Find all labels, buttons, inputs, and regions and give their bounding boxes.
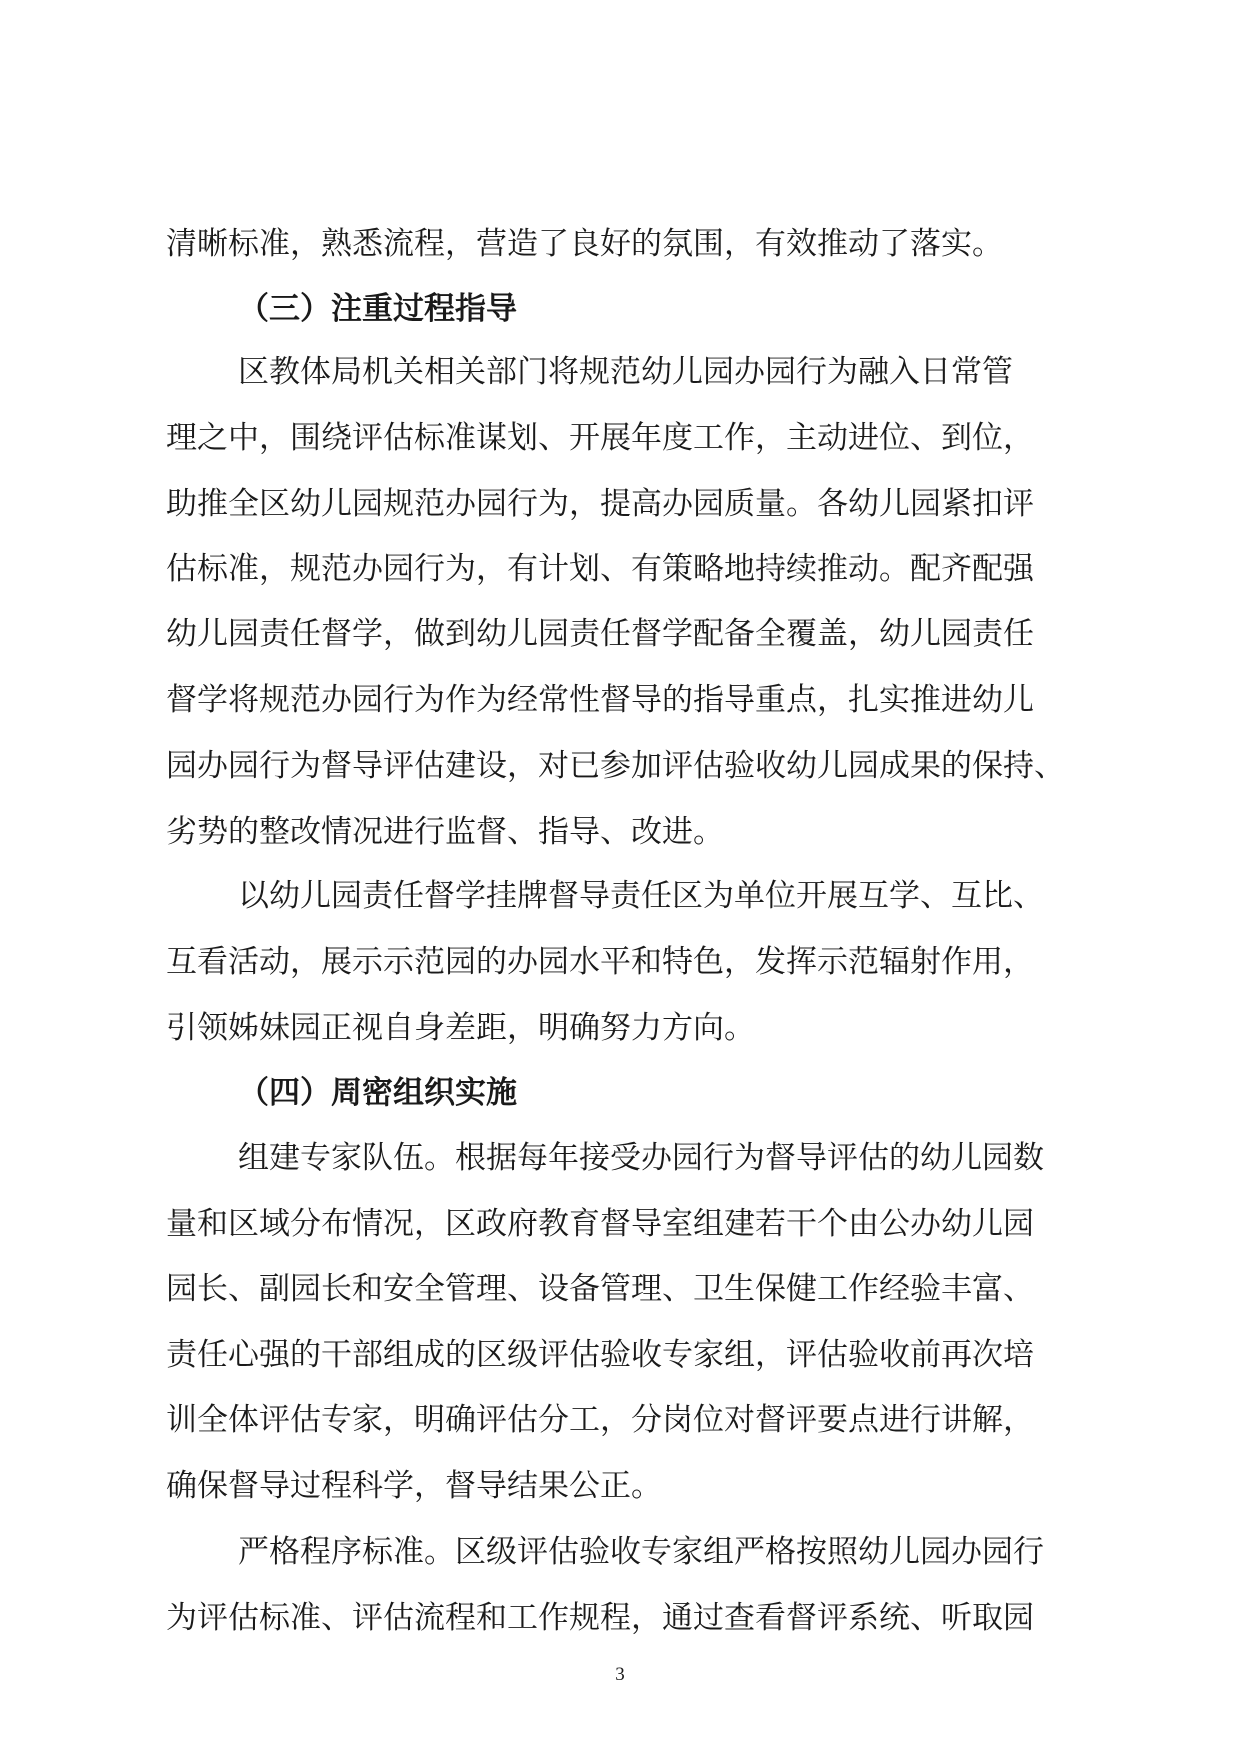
body-line: 劣势的整改情况进行监督、指导、改进。 [166,814,724,850]
body-line: 为评估标准、评估流程和工作规程，通过查看督评系统、听取园 [166,1600,1034,1636]
body-line: 训全体评估专家，明确评估分工，分岗位对督评要点进行讲解， [166,1402,1034,1438]
page-number: 3 [615,1664,625,1685]
body-line: 园长、副园长和安全管理、设备管理、卫生保健工作经验丰富、 [166,1271,1034,1307]
body-line: 区教体局机关相关部门将规范幼儿园办园行为融入日常管 [238,354,1013,390]
body-line: 严格程序标准。区级评估验收专家组严格按照幼儿园办园行 [238,1534,1044,1570]
body-line: 估标准，规范办园行为，有计划、有策略地持续推动。配齐配强 [166,551,1034,587]
body-line: 助推全区幼儿园规范办园行为，提高办园质量。各幼儿园紧扣评 [166,486,1034,522]
body-line: 清晰标准，熟悉流程，营造了良好的氛围，有效推动了落实。 [166,226,1003,262]
body-line: 责任心强的干部组成的区级评估验收专家组，评估验收前再次培 [166,1337,1034,1373]
section-heading-4: （四）周密组织实施 [238,1075,517,1111]
section-heading-3: （三）注重过程指导 [238,291,517,327]
body-line: 督学将规范办园行为作为经常性督导的指导重点，扎实推进幼儿 [166,682,1034,718]
body-line: 确保督导过程科学，督导结果公正。 [166,1468,662,1504]
body-line: 量和区域分布情况，区政府教育督导室组建若干个由公办幼儿园 [166,1206,1034,1242]
body-line: 以幼儿园责任督学挂牌督导责任区为单位开展互学、互比、 [238,878,1044,914]
body-line: 互看活动，展示示范园的办园水平和特色，发挥示范辐射作用， [166,944,1034,980]
body-line: 幼儿园责任督学，做到幼儿园责任督学配备全覆盖，幼儿园责任 [166,616,1034,652]
body-line: 理之中，围绕评估标准谋划、开展年度工作，主动进位、到位， [166,420,1034,456]
body-line: 园办园行为督导评估建设，对已参加评估验收幼儿园成果的保持、 [166,748,1065,784]
body-line: 组建专家队伍。根据每年接受办园行为督导评估的幼儿园数 [238,1140,1044,1176]
body-line: 引领姊妹园正视自身差距，明确努力方向。 [166,1010,755,1046]
